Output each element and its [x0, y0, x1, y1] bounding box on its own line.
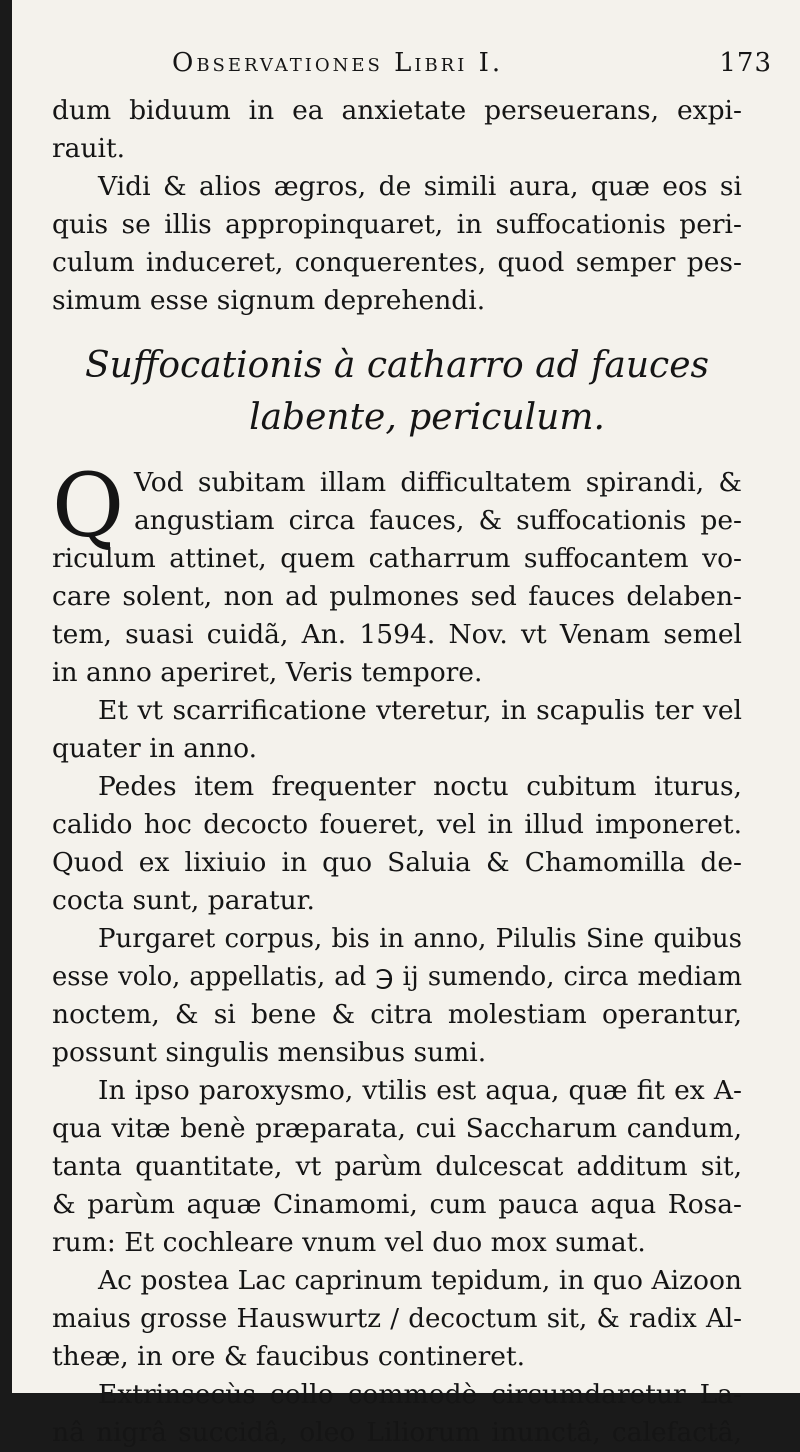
- paragraph: [52, 768, 742, 920]
- paragraph: [52, 1376, 742, 1452]
- running-head: [172, 48, 772, 88]
- text-line: maius grosse Hauswurtz / decoctum sit, & radix Al-: [52, 1304, 742, 1334]
- text-line: rauit.: [52, 133, 126, 164]
- paragraph: [52, 692, 742, 768]
- text-line: quater in anno.: [52, 733, 258, 764]
- text-line: cocta sunt, paratur.: [52, 885, 315, 916]
- text-line: Purgaret corpus, bis in anno, Pilulis Sine quibus: [98, 924, 742, 954]
- paragraph-with-dropcap: [52, 454, 742, 692]
- text-line: Vidi & alios ægros, de simili aura, quæ eos si: [98, 171, 742, 202]
- text-line: angustiam circa fauces, & suffocationis pe-: [134, 505, 742, 536]
- drop-capital: Q: [52, 454, 125, 557]
- paragraph: [52, 92, 742, 168]
- text-line: Quod ex lixiuio in quo Saluia & Chamomilla de-: [52, 847, 742, 878]
- text-line: Vod subitam illam difficultatem spirandi, &: [134, 467, 742, 498]
- paragraph: [52, 920, 742, 1072]
- paragraph: [52, 1262, 742, 1376]
- text-line: tem, suasi cuidã, An. 1594. Nov. vt Venam semel: [52, 619, 742, 650]
- book-page: [12, 0, 800, 1448]
- text-line: riculum attinet, quem catharrum suffocantem vo-: [52, 543, 742, 574]
- heading-line: labente, periculum.: [249, 397, 605, 438]
- text-line: theæ, in ore & faucibus contineret.: [52, 1341, 526, 1372]
- text-line: Pedes item frequenter noctu cubitum iturus,: [98, 771, 742, 802]
- text-line: possunt singulis mensibus sumi.: [52, 1037, 487, 1068]
- text-line: quis se illis appropinquaret, in suffocationis peri-: [52, 209, 742, 240]
- text-line: Et vt scarrificatione vteretur, in scapulis ter vel: [98, 695, 742, 726]
- text-line: calido hoc decocto foueret, vel in illud imponeret.: [52, 809, 742, 840]
- text-line: rum: Et cochleare vnum vel duo mox sumat.: [52, 1227, 646, 1258]
- text-line: qua vitæ benè præparata, cui Saccharum candum,: [52, 1113, 742, 1144]
- text-line: tanta quantitate, vt parùm dulcescat additum sit,: [52, 1151, 742, 1182]
- text-line: in anno aperiret, Veris tempore.: [52, 657, 483, 688]
- text-line: dum biduum in ea anxietate perseuerans, expi-: [52, 95, 742, 126]
- running-title: Observationes Libri I.: [172, 48, 504, 78]
- heading-line: Suffocationis à catharro ad fauces: [85, 345, 709, 386]
- text-line: nâ nigrâ succidâ, oleo Liliorum inunctâ, calefactâ,: [52, 1417, 742, 1448]
- text-line: culum induceret, conquerentes, quod semper pes-: [52, 247, 742, 278]
- text-line: care solent, non ad pulmones sed fauces delaben-: [52, 581, 742, 612]
- text-line: & parùm aquæ Cinamomi, cum pauca aqua Rosa-: [52, 1189, 742, 1220]
- paragraph: [52, 168, 742, 320]
- section-heading: [52, 340, 742, 444]
- text-line: In ipso paroxysmo, vtilis est aqua, quæ fit ex A-: [98, 1075, 742, 1106]
- page-number: 173: [719, 48, 772, 78]
- text-line: Extrinsecùs collo commodè circumdaretur La-: [98, 1379, 742, 1410]
- paragraph: [52, 1072, 742, 1262]
- text-line: simum esse signum deprehendi.: [52, 285, 486, 316]
- text-line: noctem, & si bene & citra molestiam operantur,: [52, 999, 742, 1030]
- page-body: [52, 92, 742, 1452]
- text-line: esse volo, appellatis, ad ℈ ij sumendo, circa mediam: [52, 962, 742, 992]
- text-line: Ac postea Lac caprinum tepidum, in quo Aizoon: [98, 1265, 742, 1296]
